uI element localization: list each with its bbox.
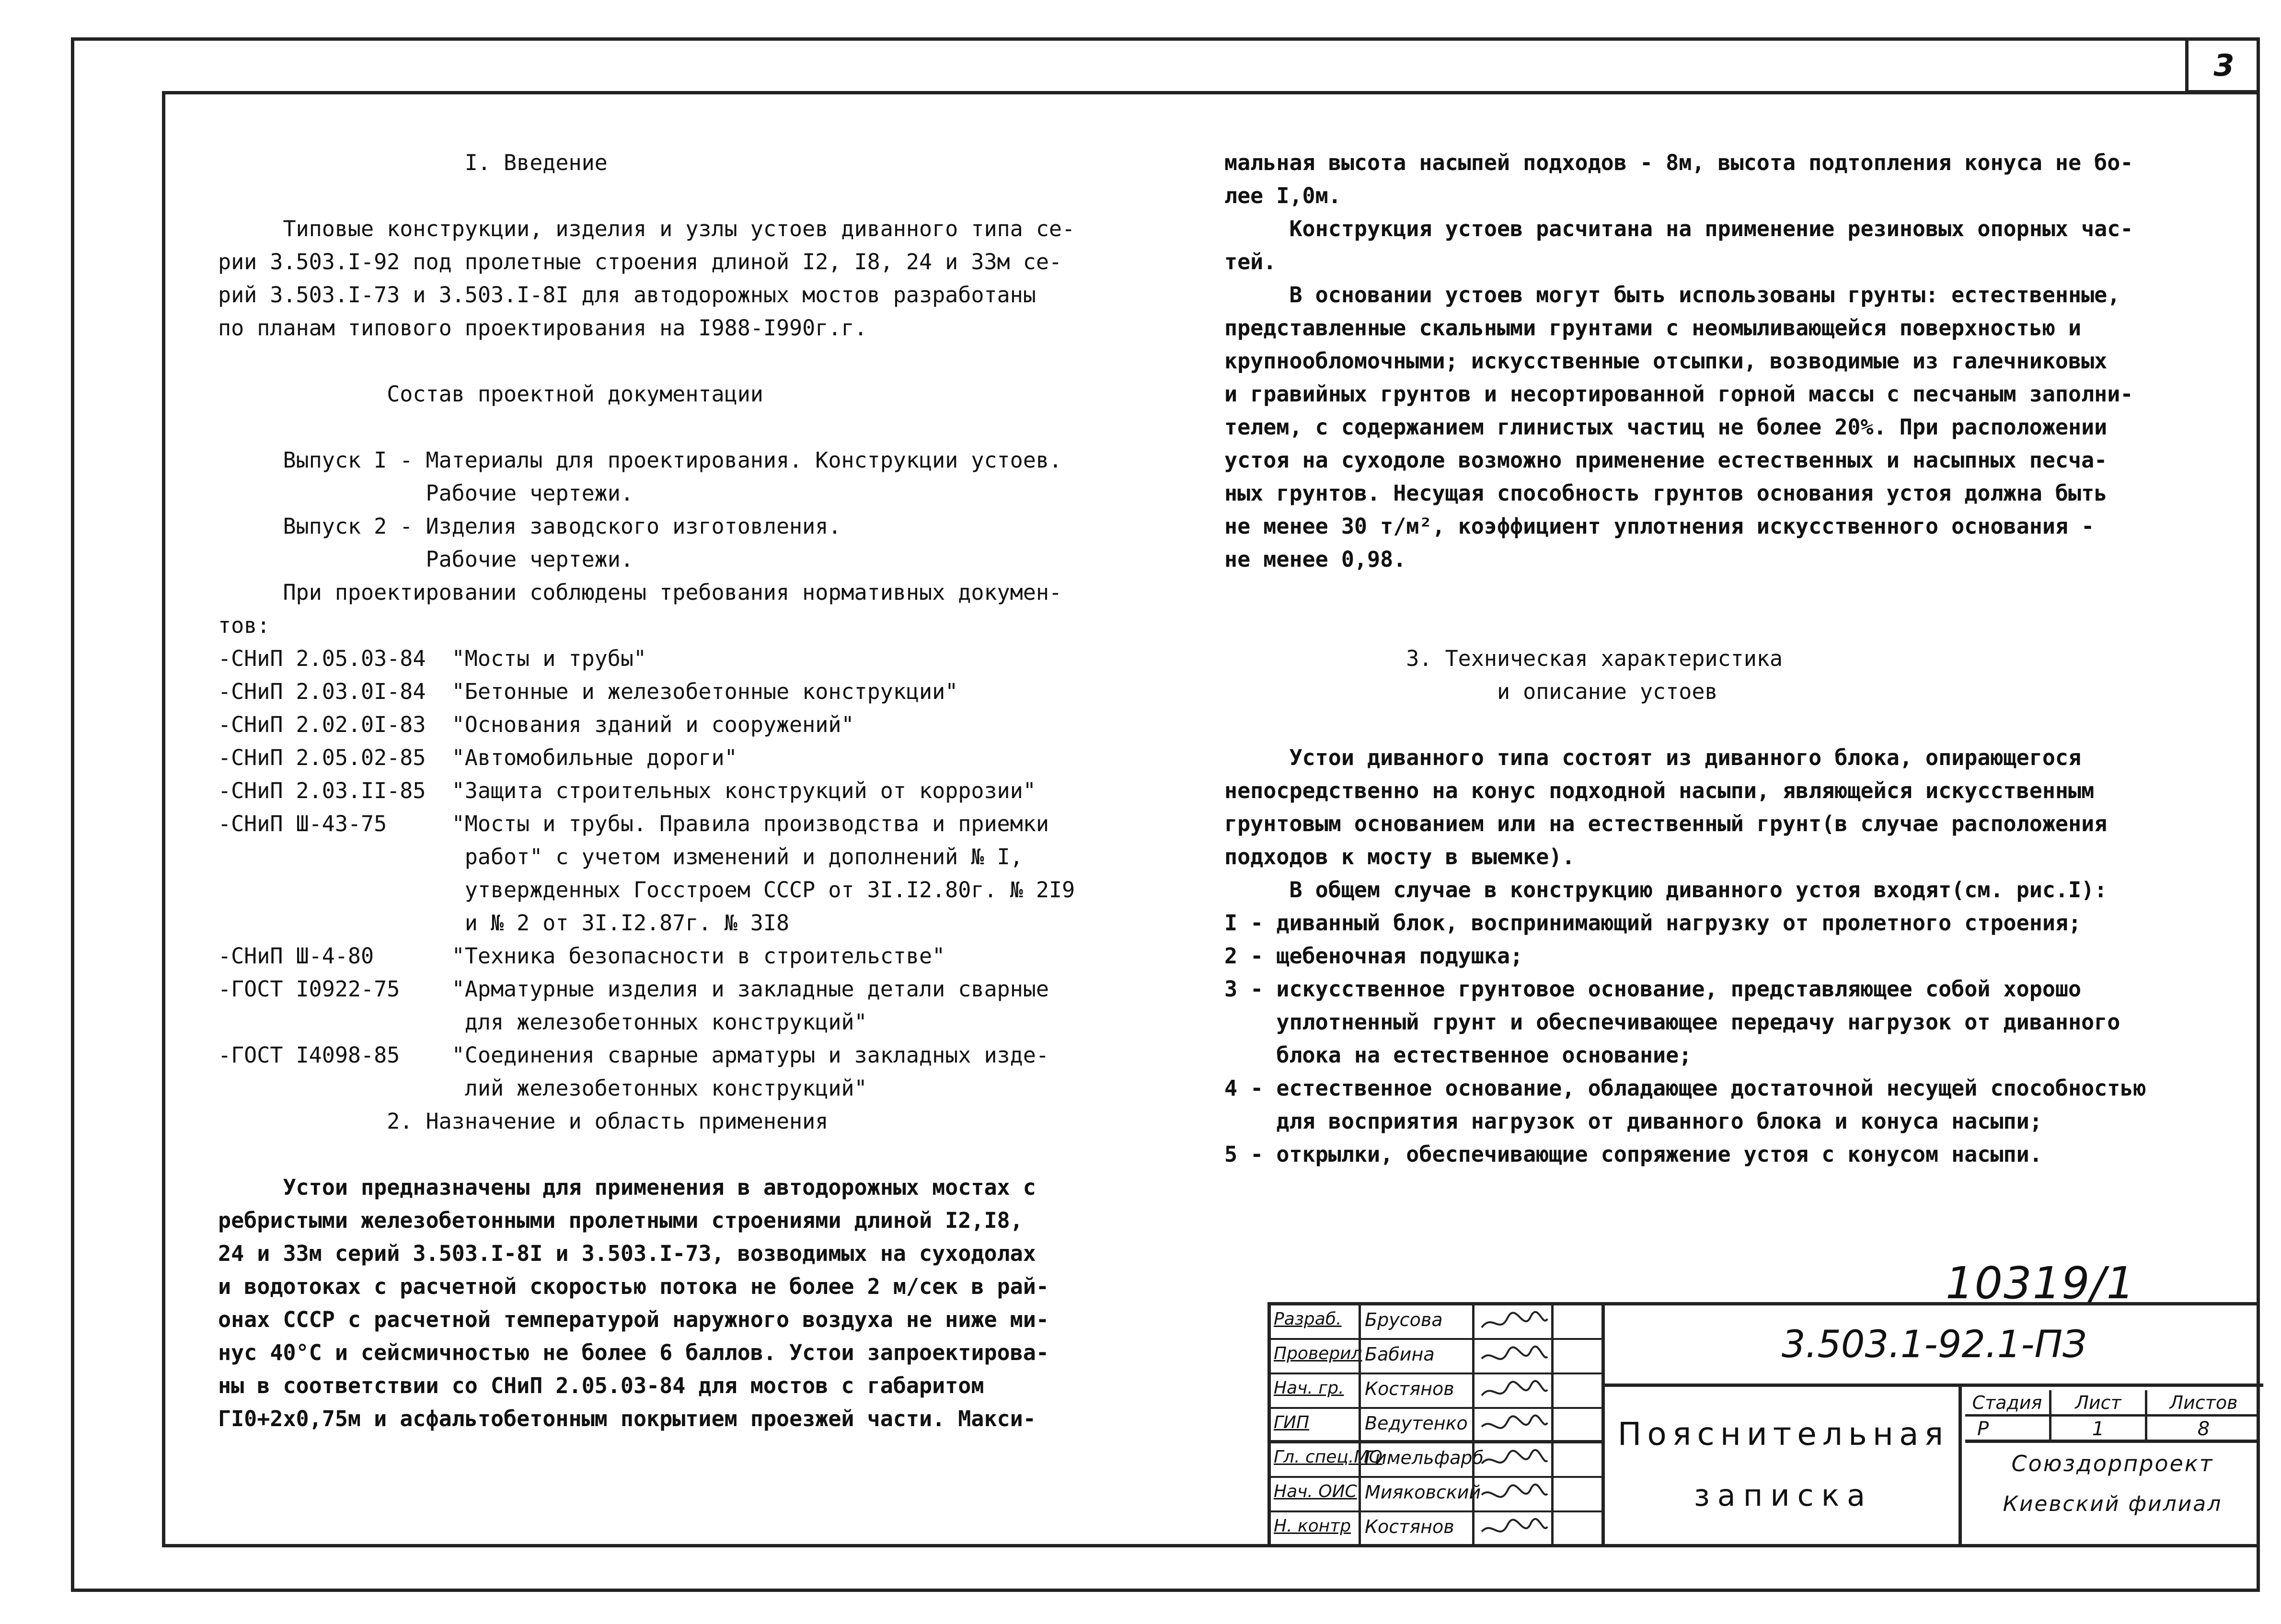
text-line: рий 3.503.I-73 и 3.503.I-8I для автодорожных мостов разработаны	[218, 282, 1036, 308]
text-line: не менее 0,98.	[1224, 547, 1406, 572]
doc-title-line2: записка	[1693, 1478, 1873, 1513]
grid-divider	[1359, 1305, 1361, 1547]
grid-divider	[1472, 1305, 1475, 1547]
text-line: Устои диванного типа состоят из диванного блока, опирающегося	[1224, 745, 2082, 770]
person-name: Брусова	[1365, 1309, 1443, 1330]
person-name: Гимельфарб	[1365, 1447, 1484, 1468]
text-line: 24 и 33м серий 3.503.I-8I и 3.503.I-73, возводимых на суходолах	[218, 1241, 1036, 1266]
text-line: работ" с учетом изменений и дополнений № I,	[218, 844, 1023, 869]
role-label: Н. контр	[1274, 1516, 1351, 1536]
role-label: Гл. спец.МО	[1274, 1447, 1382, 1467]
text-line: представленные скальными грунтами с неомыливающейся поверхностью и	[1224, 315, 2082, 341]
text-line: устоя на суходоле возможно применение естественных и насыпных песча-	[1224, 447, 2108, 473]
signature-mark	[1478, 1481, 1550, 1510]
signature-mark	[1478, 1412, 1550, 1441]
role-label: Проверил	[1274, 1344, 1362, 1363]
text-line: лее I,0м.	[1224, 183, 1341, 208]
text-line: не менее 30 т/м², коэффициент уплотнения искусственного основания -	[1224, 514, 2095, 539]
signature-mark	[1478, 1343, 1550, 1372]
text-line: и № 2 от 3I.I2.87г. № 3I8	[218, 910, 790, 936]
text-line: Рабочие чертежи.	[218, 547, 634, 572]
text-line: -ГОСТ I4098-85 "Соединения сварные арматуры и закладных изде-	[218, 1042, 1049, 1068]
doc-title-cell	[1605, 1387, 1962, 1547]
sheet-label: Лист	[2051, 1390, 2147, 1417]
text-line: телем, с содержанием глинистых частиц не более 20%. При расположении	[1224, 414, 2108, 440]
text-line: для восприятия нагрузок от диванного блока и конуса насыпи;	[1224, 1109, 2042, 1134]
section-heading: 3. Техническая характеристика	[1224, 646, 1783, 671]
text-line: -ГОСТ I0922-75 "Арматурные изделия и закладные детали сварные	[218, 976, 1049, 1002]
text-line: ребристыми железобетонными пролетными строениями длиной I2,I8,	[218, 1208, 1023, 1233]
text-line: В общем случае в конструкцию диванного устоя входят(см. рис.I):	[1224, 877, 2108, 903]
text-line: уплотненный грунт и обеспечивающее передачу нагрузок от диванного	[1224, 1009, 2120, 1035]
text-line	[218, 179, 1075, 212]
text-line: ны в соответствии со СНиП 2.05.03-84 для мостов с габаритом	[218, 1373, 984, 1398]
text-line: -СНиП Ш-43-75 "Мосты и трубы. Правила производства и приемки	[218, 811, 1049, 836]
org-line1: Союздорпроект	[2011, 1451, 2214, 1476]
text-line: по планам типового проектирования на I988-I990г.г.	[218, 315, 867, 341]
text-line: тей.	[1224, 249, 1277, 274]
org-line2: Киевский филиал	[2003, 1492, 2223, 1516]
role-label: Нач. гр.	[1274, 1378, 1344, 1398]
doc-title-line1: Пояснительная	[1617, 1416, 1949, 1452]
sheet-value: 1	[2051, 1417, 2147, 1443]
text-line: ГI0+2х0,75м и асфальтобетонным покрытием проезжей части. Макси-	[218, 1406, 1036, 1431]
text-line: рии 3.503.I-92 под пролетные строения длиной I2, I8, 24 и 33м се-	[218, 249, 1062, 274]
section-heading: и описание устоев	[1224, 679, 1718, 704]
inventory-number: 10319/1	[1946, 1258, 2136, 1309]
page-number: 3	[2185, 41, 2259, 93]
text-line: -СНиП 2.03.II-85 "Защита строительных конструкций от коррозии"	[218, 778, 1036, 803]
person-name: Бабина	[1365, 1344, 1435, 1365]
person-name: Ведутенко	[1365, 1413, 1468, 1434]
text-line: для железобетонных конструкций"	[218, 1009, 867, 1035]
title-block	[1267, 1302, 2260, 1547]
section-heading: I. Введение	[218, 150, 608, 175]
text-line: 3 - искусственное грунтовое основание, представляющее собой хорошо	[1224, 976, 2082, 1002]
text-line: Рабочие чертежи.	[218, 480, 634, 506]
text-line: В основании устоев могут быть использованы грунты: естественные,	[1224, 282, 2120, 308]
signature-mark	[1478, 1515, 1550, 1544]
text-line: мальная высота насыпей подходов - 8м, высота подтопления конуса не бо-	[1224, 150, 2133, 175]
role-label: ГИП	[1274, 1413, 1310, 1432]
text-line: 2 - щебеночная подушка;	[1224, 943, 1523, 969]
text-line: подходов к мосту в выемке).	[1224, 844, 1575, 869]
text-line: непосредственно на конус подходной насыпи, являющейся искусственным	[1224, 778, 2095, 803]
person-name: Костянов	[1365, 1378, 1454, 1399]
document-code: 3.503.1-92.1-ПЗ	[1605, 1305, 2263, 1387]
text-line: -СНиП 2.05.02-85 "Автомобильные дороги"	[218, 745, 737, 770]
sheets-label: Листов	[2147, 1390, 2260, 1417]
stage-label: Стадия	[1965, 1390, 2051, 1417]
text-line: При проектировании соблюдены требования нормативных докумен-	[218, 580, 1062, 605]
text-line	[1224, 708, 2146, 741]
stage-value: Р	[1965, 1417, 2051, 1443]
text-line	[1224, 576, 2146, 609]
person-name: Мияковский	[1365, 1482, 1481, 1503]
role-label: Нач. ОИС	[1274, 1482, 1357, 1501]
text-line	[1224, 609, 2146, 642]
section-heading: Состав проектной документации	[218, 381, 763, 407]
text-line: Конструкция устоев расчитана на применение резиновых опорных час-	[1224, 216, 2133, 241]
text-line: 4 - естественное основание, обладающее достаточной несущей способностью	[1224, 1075, 2146, 1101]
text-line: онах СССР с расчетной температурой наружного воздуха не ниже ми-	[218, 1307, 1049, 1332]
text-line: и гравийных грунтов и несортированной горной массы с песчаным заполни-	[1224, 381, 2133, 407]
text-line: и водотоках с расчетной скоростью потока не более 2 м/сек в рай-	[218, 1274, 1049, 1299]
grid-divider	[1551, 1305, 1554, 1547]
section-heading: 2. Назначение и область применения	[218, 1109, 829, 1134]
text-line: утвержденных Госстроем СССР от 3I.I2.80г. № 2I9	[218, 877, 1075, 903]
text-line: -СНиП 2.02.0I-83 "Основания зданий и сооружений"	[218, 712, 854, 737]
text-line: ных грунтов. Несущая способность грунтов основания устоя должна быть	[1224, 480, 2108, 506]
grid-divider	[1601, 1305, 1605, 1547]
signature-mark	[1478, 1377, 1550, 1406]
text-line	[218, 1138, 1075, 1171]
right-text-column	[1224, 146, 2146, 1171]
signature-mark	[1478, 1446, 1550, 1475]
text-line: грунтовым основанием или на естественный грунт(в случае расположения	[1224, 811, 2108, 836]
sheets-value: 8	[2147, 1417, 2260, 1443]
text-line: -СНиП 2.03.0I-84 "Бетонные и железобетонные конструкции"	[218, 679, 958, 704]
signature-mark	[1478, 1308, 1550, 1337]
text-line	[218, 344, 1075, 377]
text-line: 5 - открылки, обеспечивающие сопряжение устоя с конусом насыпи.	[1224, 1142, 2042, 1167]
left-text-column	[218, 146, 1075, 1435]
text-line: тов:	[218, 613, 270, 638]
text-line: лий железобетонных конструкций"	[218, 1075, 867, 1101]
text-line: Выпуск 2 - Изделия заводского изготовления.	[218, 514, 841, 539]
text-line: -СНиП 2.05.03-84 "Мосты и трубы"	[218, 646, 647, 671]
text-line: Выпуск I - Материалы для проектирования. Конструкции устоев.	[218, 447, 1062, 473]
person-name: Костянов	[1365, 1516, 1454, 1537]
text-line: Устои предназначены для применения в автодорожных мостах с	[218, 1175, 1036, 1200]
text-line: Типовые конструкции, изделия и узлы устоев диванного типа се-	[218, 216, 1075, 241]
role-label: Разраб.	[1274, 1309, 1342, 1329]
text-line: нус 40°С и сейсмичностью не более 6 баллов. Устои запроектирова-	[218, 1340, 1049, 1365]
text-line: -СНиП Ш-4-80 "Техника безопасности в строительстве"	[218, 943, 945, 969]
text-line: блока на естественное основание;	[1224, 1042, 1692, 1068]
text-line: I - диванный блок, воспринимающий нагрузку от пролетного строения;	[1224, 910, 2082, 936]
text-line	[218, 411, 1075, 444]
text-line: крупнообломочными; искусственные отсыпки, возводимые из галечниковых	[1224, 348, 2108, 374]
